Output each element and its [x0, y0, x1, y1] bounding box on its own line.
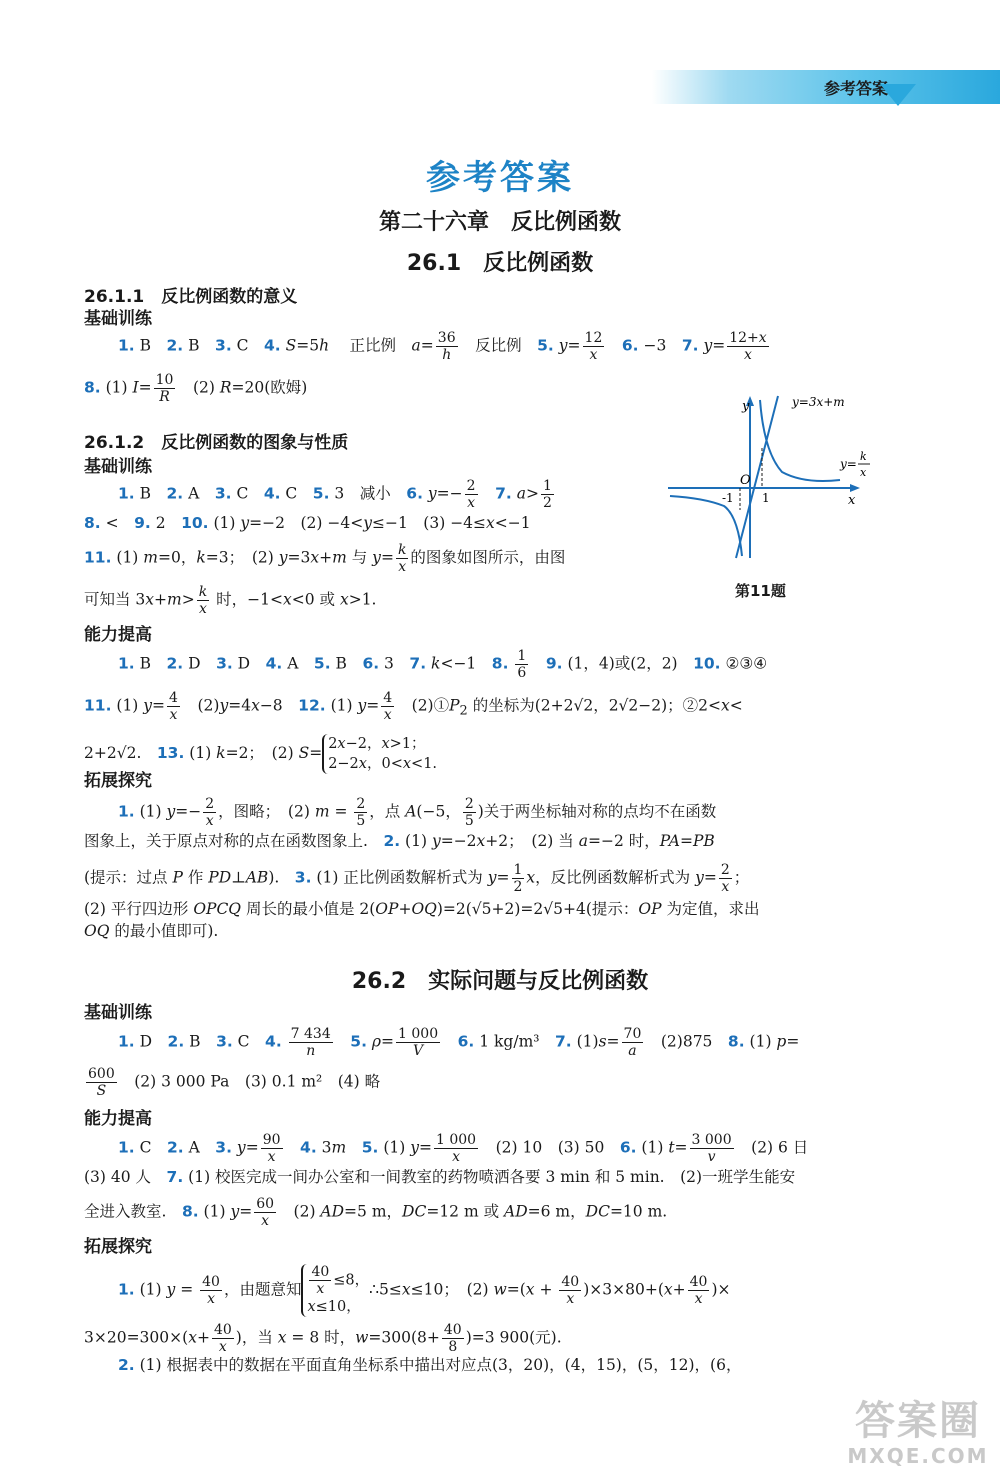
answer-line: 1. B 2. A 3. C 4. C 5. 3 减小 6. y=− $\frac{2}{x}$ 7. a> $\frac{1}{2}$	[118, 478, 552, 511]
answer-line: 1. B 2. D 3. D 4. A 5. B 6. 3 7. k<−1 8. $\frac{1}{6}$ 9. (1，4)或(2，2) 10. ②③④	[118, 648, 768, 681]
answer-line: 可知当 3x+m> $\frac{k}{x}$ 时，−1<x<0 或 x>1.	[84, 584, 377, 617]
tick-pos1: 1	[762, 491, 770, 505]
chapter-title: 第二十六章 反比例函数	[378, 210, 621, 235]
heading-ability-2: 能力提高	[84, 1109, 152, 1129]
problem-11-graph	[664, 392, 880, 560]
page-header-bar	[652, 70, 1000, 104]
line-label: y=3x+m	[792, 395, 845, 409]
heading-basic-1: 基础训练	[84, 309, 152, 329]
graph-caption: 第11题	[735, 582, 786, 600]
watermark-text: 答案圈	[855, 1398, 981, 1444]
section-title-26-2: 26.2 实际问题与反比例函数	[351, 969, 649, 994]
answer-line: 3×20=300×(x+ $\frac{40}{x}$ )，当 x = 8 时，w=300(8+ $\frac{40}{8}$ )=3 900(元).	[84, 1322, 562, 1355]
curve-label-den: x	[860, 466, 867, 479]
answer-line: 8. < 9. 2 10. (1) y=−2 (2) −4<y≤−1 (3) −4≤x<−1	[84, 514, 531, 532]
answer-line: 图象上，关于原点对称的点在函数图象上. 2. (1) y=−2x+2； (2) 当 a=−2 时，PA=PB	[84, 832, 715, 850]
x-axis-label: x	[848, 493, 856, 508]
curve-label-num: k	[860, 450, 867, 463]
answer-line: 1. B 2. B 3. C 4. S=5h 正比例 a= $\frac{36}{h}$ 反比例 5. y= $\frac{12}{x}$ 6. −3 7. y= $\frac{12+x}{x}$	[118, 330, 767, 363]
origin-label: O	[740, 473, 751, 488]
watermark-logo	[838, 1398, 998, 1478]
answer-line: 1. D 2. B 3. C 4. $\frac{7 434}{n}$ 5. ρ= $\frac{1 000}{V}$ 6. 1 kg/m³ 7. (1)s= $\frac{70}{a}$ (2)875 8. (1) p=	[118, 1026, 800, 1059]
subsection-26-1-2: 26.1.2 反比例函数的图象与性质	[84, 433, 349, 453]
x-axis-arrow-icon	[850, 484, 860, 492]
answer-line: 2. (1) 根据表中的数据在平面直角坐标系中描出对应点(3，20)，(4，15)，(5，12)，(6，	[118, 1356, 742, 1374]
header-label: 参考答案	[823, 79, 888, 98]
heading-basic-2: 基础训练	[84, 457, 152, 477]
answer-line: 1. (1) y = $\frac{40}{x}$ ，由题意知 $\frac{40}{x}$ ≤8， x≤10，∴5≤x≤10； (2) w=(x + $\frac{40}{x}$ )×3×80+(x+ $\frac{40}{x}$ )×	[118, 1264, 731, 1315]
heading-extend-1: 拓展探究	[84, 771, 152, 791]
answer-line: $\frac{600}{S}$ (2) 3 000 Pa (3) 0.1 m² (4) 略	[88, 1066, 381, 1099]
hyperbola-branch-q3	[670, 496, 742, 556]
subsection-26-1-1: 26.1.1 反比例函数的意义	[84, 287, 298, 307]
answer-line: 1. C 2. A 3. y= $\frac{90}{x}$ 4. 3m 5. (1) y= $\frac{1 000}{x}$ (2) 10 (3) 50 6. (1) t= $\frac{3 000}{v}$ (2) 6 日	[118, 1132, 809, 1165]
answer-line: (2) 平行四边形 OPCQ 周长的最小值是 2(OP+OQ)=2(√5+2)=2√5+4(提示：OP 为定值，求出	[84, 900, 760, 918]
answer-line: 8. (1) I= $\frac{10}{R}$ (2) R=20(欧姆)	[84, 372, 308, 405]
tick-neg1: -1	[722, 491, 734, 505]
heading-ability-1: 能力提高	[84, 625, 152, 645]
answer-line: 11. (1) m=0，k=3； (2) y=3x+m 与 y= $\frac{k}{x}$ 的图象如图所示，由图	[84, 542, 566, 575]
heading-basic-3: 基础训练	[84, 1003, 152, 1023]
y-axis-label: y	[742, 399, 750, 414]
answer-line: (3) 40 人 7. (1) 校医完成一间办公室和一间教室的药物喷洒各要 3 min 和 5 min. (2)一班学生能安	[84, 1168, 796, 1186]
answer-line: 11. (1) y= $\frac{4}{x}$ (2)y=4x−8 12. (1) y= $\frac{4}{x}$ $(2)①P_2$ 的坐标为(2+2√2，2√2−2)；②2<x<	[84, 690, 743, 723]
page-title: 参考答案	[426, 158, 574, 198]
answer-line: (提示：过点 P 作 PD⊥AB). 3. (1) 正比例函数解析式为 y= $\frac{1}{2}$ x，反比例函数解析式为 y= $\frac{2}{x}$ ；	[84, 862, 750, 895]
hyperbola-branch-q1	[760, 400, 840, 481]
answer-line: 1. (1) y=− $\frac{2}{x}$ ，图略； (2) m = $\frac{2}{5}$ ，点 A(−5， $\frac{2}{5}$ )关于两坐标轴对称的点均不在函数	[118, 796, 717, 829]
header-chevron-icon	[880, 84, 916, 106]
answer-line: 全进入教室. 8. (1) y= $\frac{60}{x}$ (2) AD=5 m，DC=12 m 或 AD=6 m，DC=10 m.	[84, 1196, 668, 1229]
curve-label-prefix: y=	[840, 457, 857, 471]
answer-line: OQ 的最小值即可).	[84, 922, 219, 940]
answer-line: 2+2√2. 13. (1) k=2； (2) S= 2x−2，x>1； 2−2x，0<x<1.	[84, 736, 438, 772]
heading-extend-2: 拓展探究	[84, 1237, 152, 1257]
watermark-url: MXQE.COM	[847, 1444, 989, 1468]
section-title-26-1: 26.1 反比例函数	[406, 251, 594, 276]
